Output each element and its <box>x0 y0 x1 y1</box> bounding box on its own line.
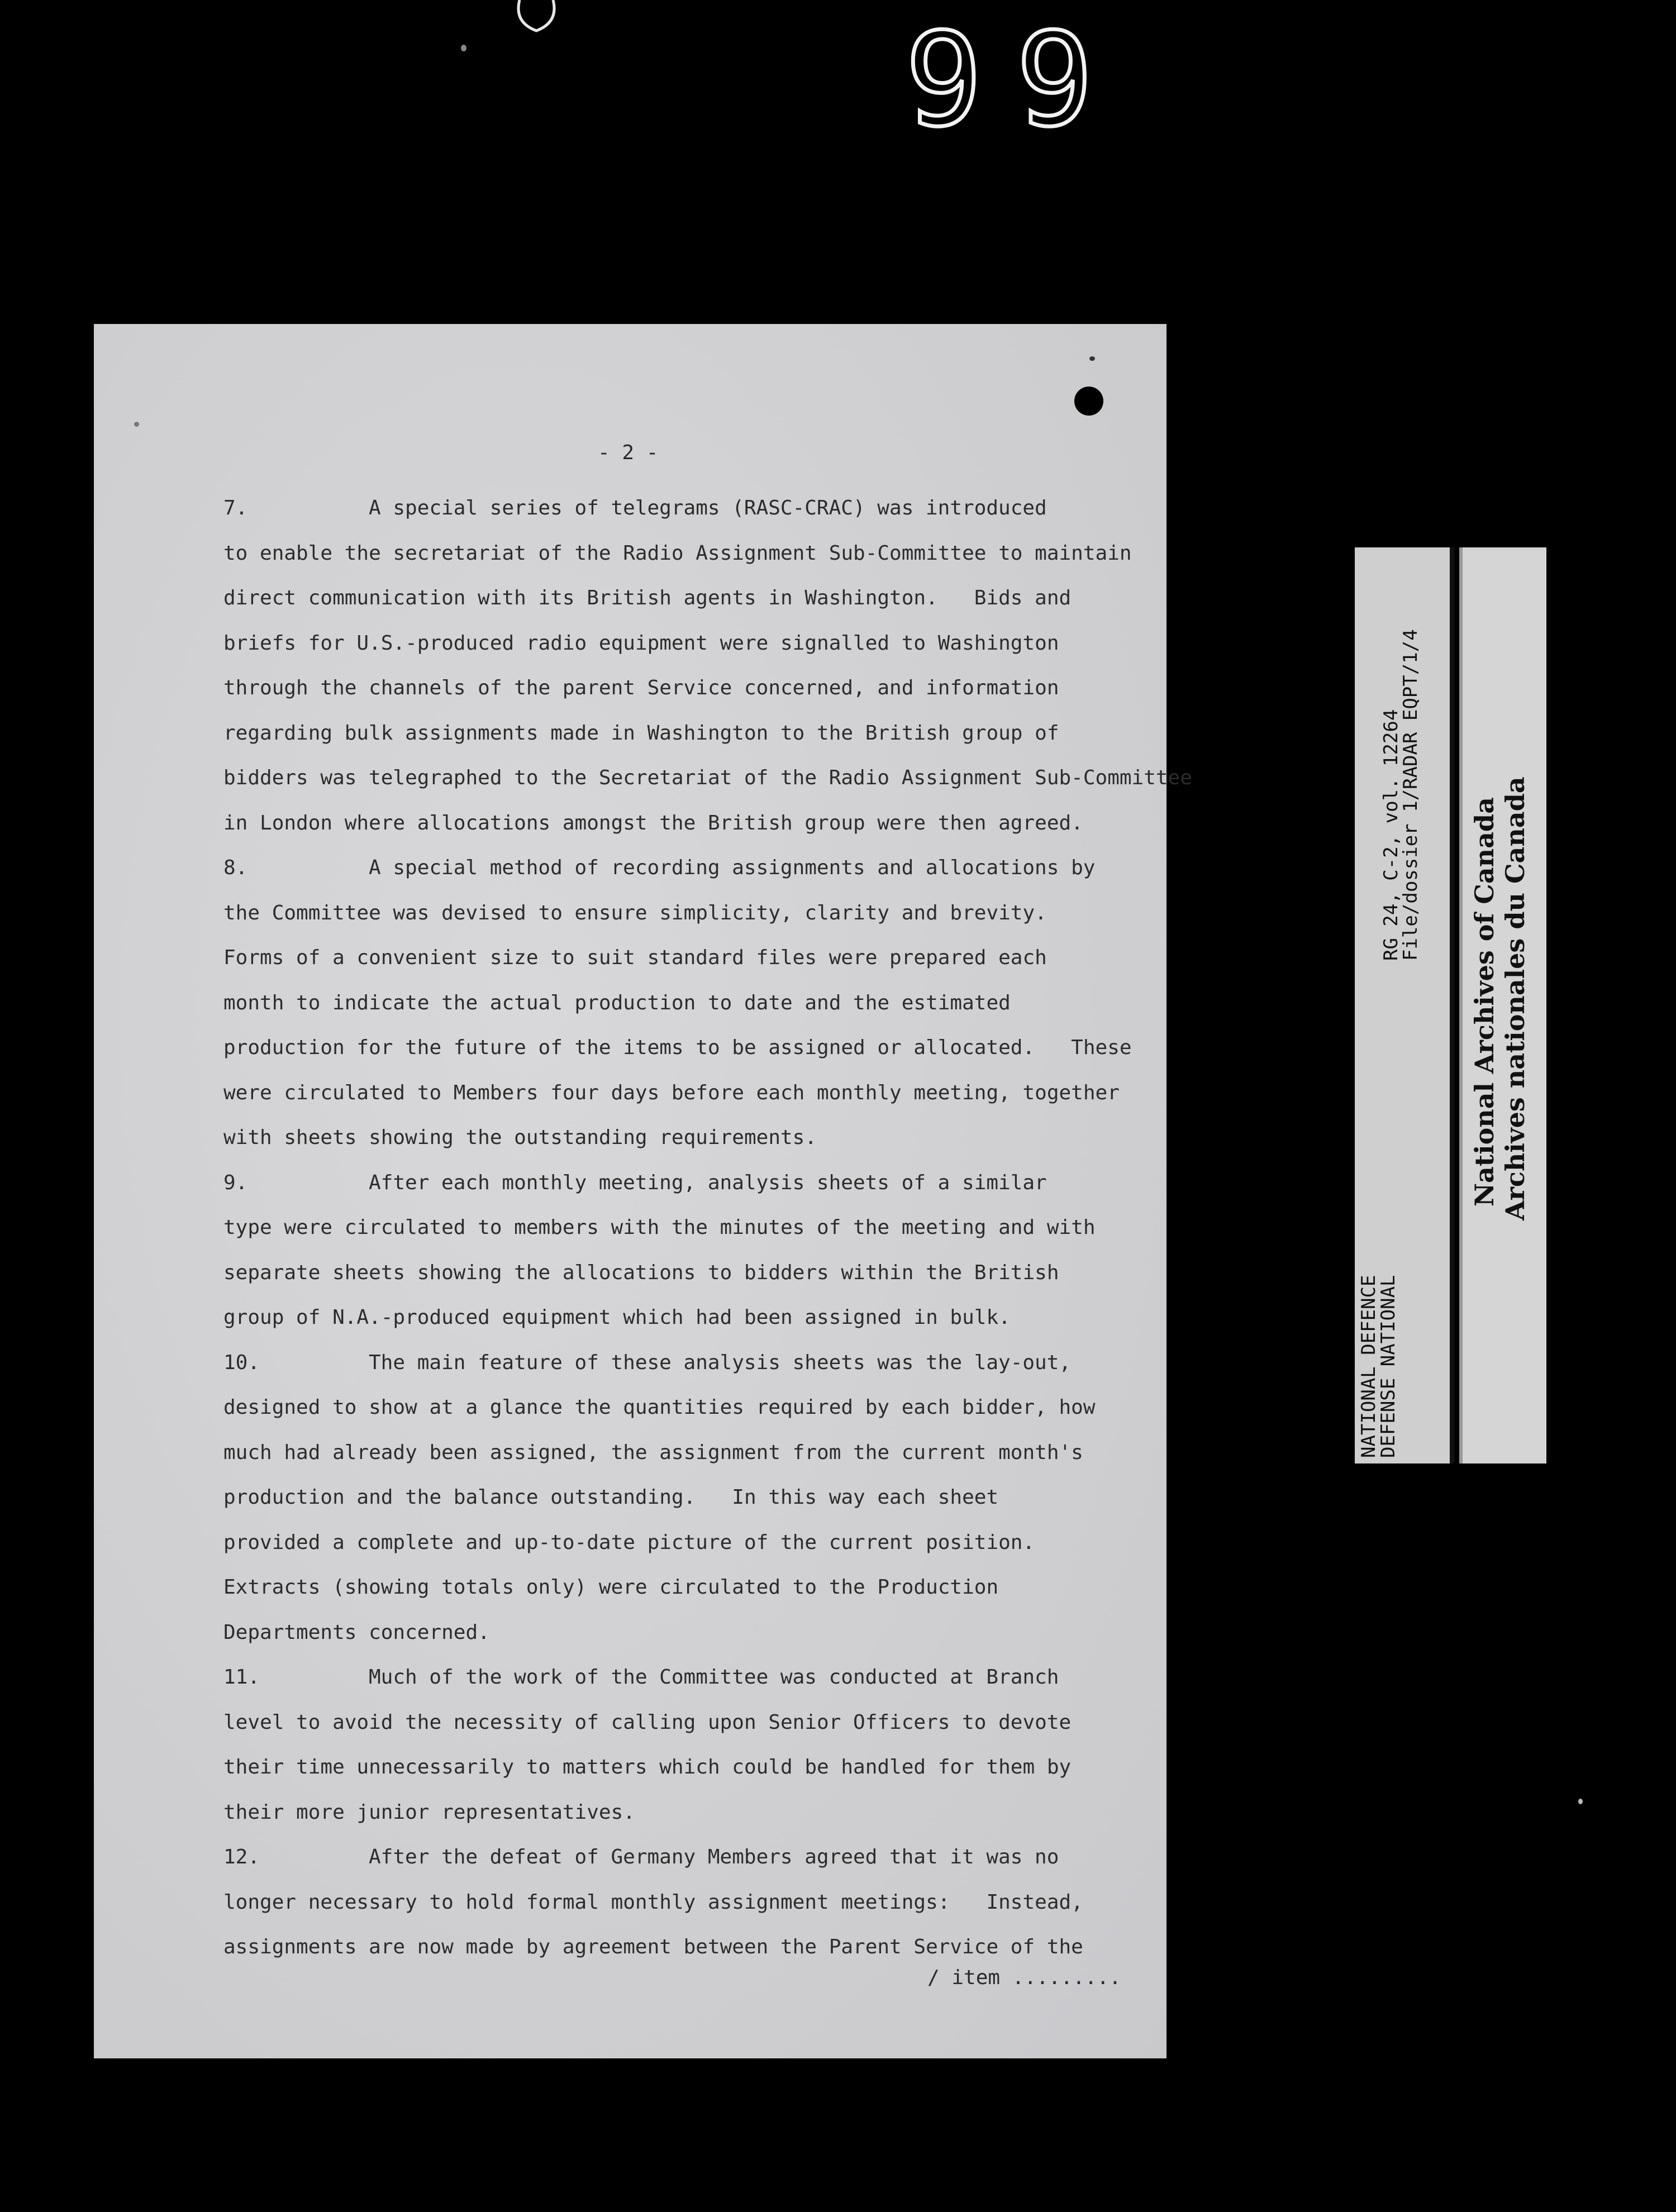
line-text: in London where allocations amongst the British group were then agreed. <box>223 811 1083 835</box>
line-text: assignments are now made by agreement between the Parent Service of the <box>223 1936 1083 1958</box>
document-line <box>223 1835 1173 1880</box>
paragraph-number: 12. <box>223 1846 260 1868</box>
line-text: longer necessary to hold formal monthly assignment meetings: Instead, <box>223 1890 1083 1914</box>
line-text: A special series of telegrams (RASC-CRAC) was introduced <box>369 497 1047 519</box>
archive-name-en: National Archives of Canada <box>1469 797 1499 1207</box>
document-line <box>223 1251 1173 1296</box>
line-text: with sheets showing the outstanding requirements. <box>223 1126 817 1149</box>
document-line <box>223 801 1173 846</box>
archive-reference-line-2: File/dossier 1/RADAR EQPT/1/4 <box>1399 629 1422 961</box>
department-line-2: DEFENSE NATIONAL <box>1377 1275 1399 1458</box>
document-line <box>223 846 1173 891</box>
document-line <box>223 1745 1173 1790</box>
document-line <box>223 1161 1173 1206</box>
line-text: designed to show at a glance the quantities required by each bidder, how <box>223 1396 1096 1419</box>
document-line <box>223 1610 1173 1656</box>
document-line <box>223 486 1173 531</box>
line-text: through the channels of the parent Service concerned, and information <box>223 676 1059 699</box>
line-text: bidders was telegraphed to the Secretariat of the Radio Assignment Sub-Committee <box>223 766 1192 789</box>
document-line <box>223 1385 1173 1431</box>
document-line <box>223 1790 1173 1836</box>
line-text: their time unnecessarily to matters which could be handled for them by <box>223 1756 1072 1779</box>
line-text: Forms of a convenient size to suit standard files were prepared each <box>223 946 1047 969</box>
line-text: type were circulated to members with the minutes of the meeting and with <box>223 1216 1096 1239</box>
document-line <box>223 1925 1173 1970</box>
line-text: Departments concerned. <box>223 1620 490 1644</box>
document-line <box>223 666 1173 711</box>
paragraph-number: 8. <box>223 856 248 879</box>
document-line <box>223 1565 1173 1610</box>
paragraph-number: 11. <box>223 1666 260 1689</box>
line-text: production for the future of the items to be assigned or allocated. These <box>223 1036 1132 1059</box>
archive-reference-line-1: RG 24, C-2, vol. 12264 <box>1380 709 1402 961</box>
line-text: group of N.A.-produced equipment which had been assigned in bulk. <box>223 1306 1011 1329</box>
document-line <box>223 756 1192 801</box>
paragraph-number: 10. <box>223 1351 260 1374</box>
document-line <box>223 1655 1173 1700</box>
frame-number: 99 <box>905 6 1127 155</box>
document-line <box>223 621 1173 666</box>
line-text: provided a complete and up-to-date picture of the current position. <box>223 1531 1035 1554</box>
paragraph-number: 9. <box>223 1171 248 1194</box>
line-text: briefs for U.S.-produced radio equipment were signalled to Washington <box>223 631 1059 655</box>
speck <box>1089 356 1095 361</box>
document-line <box>223 1341 1173 1386</box>
document-line <box>223 576 1173 621</box>
archive-name-fr: Archives nationales du Canada <box>1500 776 1530 1221</box>
speck <box>1578 1799 1583 1804</box>
document-line <box>223 1026 1173 1071</box>
document-line <box>223 711 1173 756</box>
document-line <box>223 1205 1173 1251</box>
document-line <box>223 1071 1173 1116</box>
line-text: regarding bulk assignments made in Washington to the British group of <box>223 721 1059 745</box>
document-line <box>223 936 1173 981</box>
paragraph-number: 7. <box>223 497 248 519</box>
line-text: much had already been assigned, the assignment from the current month's <box>223 1441 1083 1464</box>
line-text: After each monthly meeting, analysis sheets of a similar <box>369 1171 1047 1194</box>
line-text: month to indicate the actual production to date and the estimated <box>223 991 1011 1014</box>
line-text: were circulated to Members four days before each monthly meeting, together <box>223 1081 1120 1104</box>
document-line <box>223 1700 1173 1746</box>
line-text: The main feature of these analysis sheets was the lay-out, <box>369 1351 1072 1374</box>
document-line <box>223 1475 1173 1520</box>
line-text: production and the balance outstanding. In this way each sheet <box>223 1486 999 1509</box>
document-body <box>223 486 1192 1970</box>
line-text: their more junior representatives. <box>223 1800 635 1824</box>
line-text: level to avoid the necessity of calling upon Senior Officers to devote <box>223 1710 1072 1734</box>
line-text: After the defeat of Germany Members agreed that it was no <box>369 1846 1059 1868</box>
speck <box>134 422 139 427</box>
line-text: Much of the work of the Committee was conducted at Branch <box>369 1666 1059 1689</box>
line-text: Extracts (showing totals only) were circulated to the Production <box>223 1576 999 1599</box>
page-number: - 2 - <box>598 441 659 464</box>
line-text: separate sheets showing the allocations to bidders within the British <box>223 1261 1059 1284</box>
document-line <box>223 1295 1173 1341</box>
line-text: A special method of recording assignments and allocations by <box>369 856 1096 879</box>
document-line <box>223 891 1173 936</box>
line-text: to enable the secretariat of the Radio Assignment Sub-Committee to maintain <box>223 541 1132 565</box>
document-line <box>223 1115 1173 1161</box>
line-text: direct communication with its British agents in Washington. Bids and <box>223 587 1072 609</box>
film-hook-mark <box>503 0 592 41</box>
document-line <box>223 981 1173 1026</box>
document-line <box>223 1431 1173 1476</box>
punch-hole <box>1074 387 1103 416</box>
document-line <box>223 1880 1173 1925</box>
document-line <box>223 1520 1173 1566</box>
speck <box>461 45 466 51</box>
department-line-1: NATIONAL DEFENCE <box>1358 1275 1380 1458</box>
document-line <box>223 531 1173 576</box>
line-text: the Committee was devised to ensure simplicity, clarity and brevity. <box>223 901 1047 924</box>
continuation-note: / item ......... <box>927 1966 1121 1989</box>
